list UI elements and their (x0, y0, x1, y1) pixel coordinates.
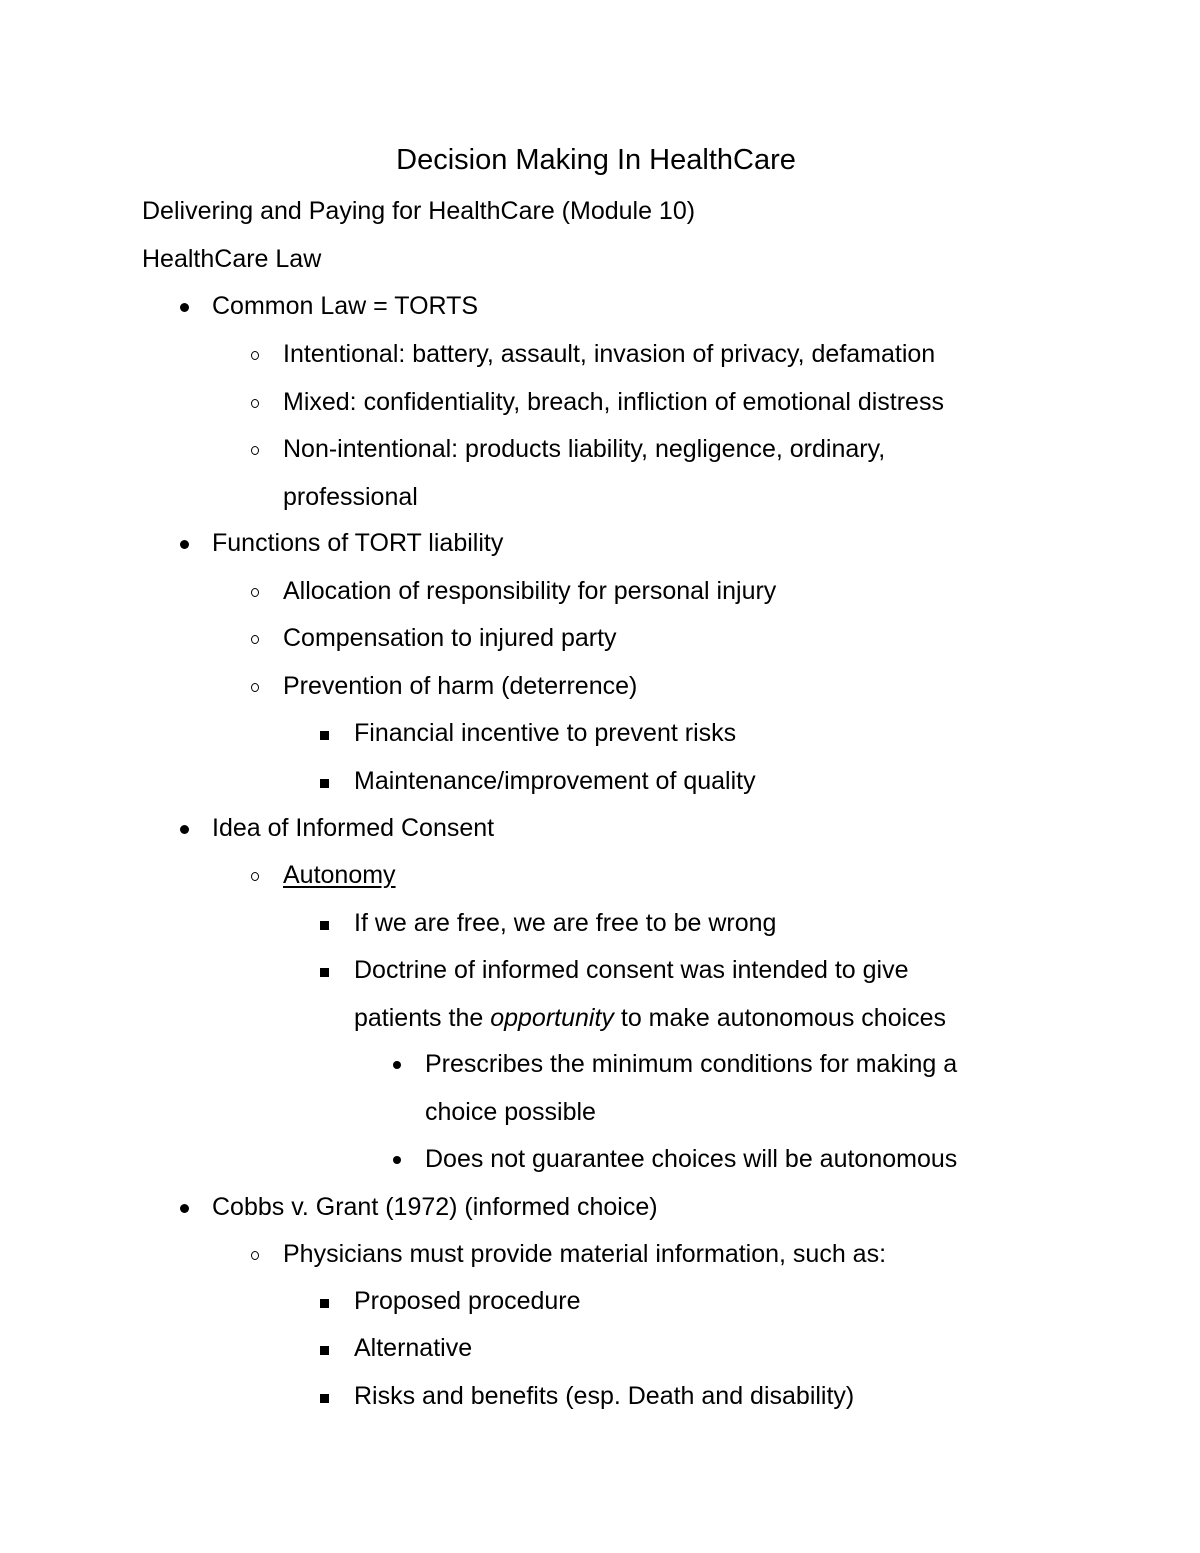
bullet-circle-icon (251, 351, 259, 360)
module-heading: Delivering and Paying for HealthCare (Module 10) (142, 197, 696, 225)
list-item (283, 621, 617, 655)
bullet-square-icon (320, 968, 329, 977)
list-item-continuation (425, 1095, 596, 1129)
list-item-label: choice possible (425, 1098, 596, 1126)
list-item-label: Non-intentional: products liability, negligence, ordinary, (283, 435, 886, 463)
bullet-disc-icon (180, 1204, 189, 1213)
list-item (212, 526, 503, 560)
list-item-label: Cobbs v. Grant (1972) (informed choice) (212, 1193, 658, 1221)
list-item (354, 1284, 581, 1318)
list-item-label: Compensation to injured party (283, 624, 617, 652)
list-item (212, 289, 478, 323)
list-item-label: If we are free, we are free to be wrong (354, 909, 777, 937)
list-item-label: Intentional: battery, assault, invasion of privacy, defamation (283, 340, 936, 368)
list-item (283, 337, 935, 371)
bullet-disc-icon (393, 1061, 401, 1069)
list-item-label: Doctrine of informed consent was intended to give (354, 956, 909, 984)
list-item-continuation (354, 1001, 946, 1035)
bullet-circle-icon (251, 1251, 259, 1260)
bullet-circle-icon (251, 588, 259, 597)
list-item (354, 906, 776, 940)
doctrine-text-post: to make autonomous choices (613, 1004, 947, 1032)
list-item (354, 953, 908, 987)
list-item-label: Maintenance/improvement of quality (354, 767, 756, 795)
list-item-label: Allocation of responsibility for personal injury (283, 577, 777, 605)
list-item-label: Proposed procedure (354, 1287, 581, 1315)
list-item (283, 432, 885, 466)
list-item (425, 1142, 957, 1176)
list-item-label: Financial incentive to prevent risks (354, 719, 737, 747)
bullet-circle-icon (251, 399, 259, 408)
bullet-square-icon (320, 779, 329, 788)
list-item-label: Common Law = TORTS (212, 292, 479, 320)
list-item-label: Alternative (354, 1334, 473, 1362)
bullet-square-icon (320, 1346, 329, 1355)
list-item (425, 1047, 957, 1081)
list-item (283, 385, 944, 419)
bullet-circle-icon (251, 635, 259, 644)
list-item-label: professional (283, 483, 418, 511)
bullet-disc-icon (180, 540, 189, 549)
autonomy-label: Autonomy (283, 861, 396, 889)
list-item-label: Prevention of harm (deterrence) (283, 672, 638, 700)
list-item (283, 574, 776, 608)
law-heading: HealthCare Law (142, 245, 322, 273)
doctrine-text-pre: patients the (354, 1004, 491, 1032)
list-item-label: Does not guarantee choices will be autonomous (425, 1145, 958, 1173)
list-item (354, 1379, 854, 1413)
bullet-square-icon (320, 1394, 329, 1403)
list-item-label: Idea of Informed Consent (212, 814, 495, 842)
document-title: Decision Making In HealthCare (396, 144, 796, 176)
bullet-square-icon (320, 921, 329, 930)
list-item-label: Physicians must provide material information, such as: (283, 1240, 887, 1268)
list-item (212, 1190, 658, 1224)
bullet-disc-icon (393, 1156, 401, 1164)
bullet-circle-icon (251, 446, 259, 455)
list-item-label: Mixed: confidentiality, breach, infliction of emotional distress (283, 388, 944, 416)
bullet-square-icon (320, 1299, 329, 1308)
list-item-label: Prescribes the minimum conditions for making a (425, 1050, 958, 1078)
list-item (354, 1331, 472, 1365)
list-item (212, 811, 494, 845)
list-item (283, 669, 637, 703)
bullet-square-icon (320, 731, 329, 740)
bullet-disc-icon (180, 825, 189, 834)
list-item-continuation (283, 480, 418, 514)
doctrine-text-emphasis: opportunity (490, 1004, 614, 1032)
list-item-label: Risks and benefits (esp. Death and disability) (354, 1382, 855, 1410)
bullet-disc-icon (180, 303, 189, 312)
list-item (354, 716, 736, 750)
list-item (354, 764, 756, 798)
bullet-circle-icon (251, 872, 259, 881)
list-item-label: Functions of TORT liability (212, 529, 504, 557)
list-item (283, 1237, 886, 1271)
bullet-circle-icon (251, 683, 259, 692)
list-item (283, 858, 396, 892)
